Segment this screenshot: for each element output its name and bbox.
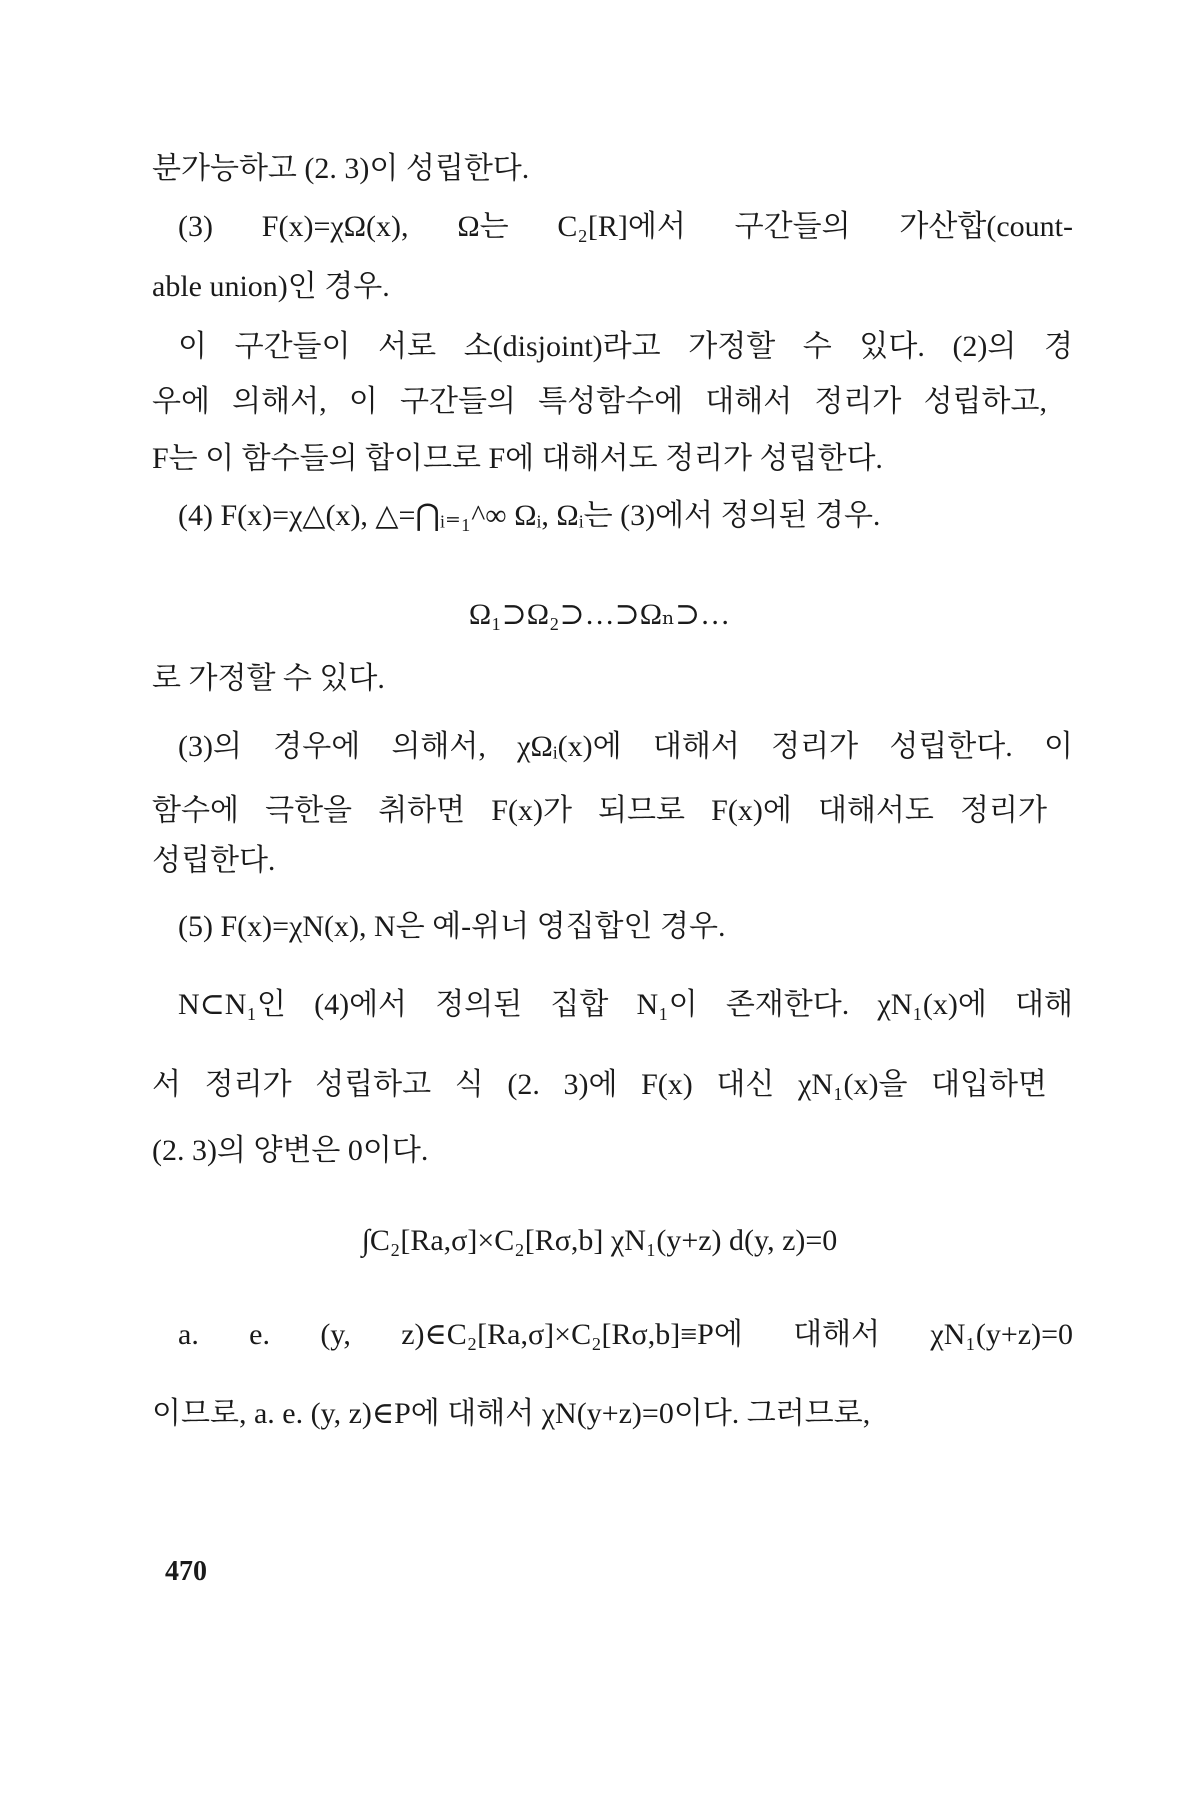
centered-formula-2: ∫C₂[Ra,σ]×C₂[Rσ,b] χN₁(y+z) d(y, z)=0 bbox=[361, 1224, 838, 1257]
text-line-17: 이므로, a. e. (y, z)∈P에 대해서 χN(y+z)=0이다. 그러므로, bbox=[152, 1397, 871, 1430]
text-line-8: 로 가정할 수 있다. bbox=[152, 662, 385, 695]
text-line-6: F는 이 함수들의 합이므로 F에 대해서도 정리가 성립한다. bbox=[152, 442, 883, 475]
text-line-13: N⊂N₁인 (4)에서 정의된 집합 N₁이 존재한다. χN₁(x)에 대해 bbox=[178, 988, 1073, 1021]
text-line-16: a. e. (y, z)∈C₂[Ra,σ]×C₂[Rσ,b]≡P에 대해서 χN₁(y+z)=0 bbox=[178, 1318, 1073, 1351]
text-line-2: (3) F(x)=χΩ(x), Ω는 C₂[R]에서 구간들의 가산합(count- bbox=[178, 210, 1073, 243]
text-line-1: 분가능하고 (2. 3)이 성립한다. bbox=[152, 152, 530, 185]
text-line-10: 함수에 극한을 취하면 F(x)가 되므로 F(x)에 대해서도 정리가 bbox=[152, 794, 1047, 827]
text-line-7: (4) F(x)=χ△(x), △=⋂ᵢ₌₁^∞ Ωᵢ, Ωᵢ는 (3)에서 정의된 경우. bbox=[178, 499, 881, 532]
text-line-3: able union)인 경우. bbox=[152, 270, 390, 303]
text-line-4: 이 구간들이 서로 소(disjoint)라고 가정할 수 있다. (2)의 경 bbox=[178, 330, 1073, 363]
centered-formula-1: Ω₁⊃Ω₂⊃…⊃Ωₙ⊃… bbox=[468, 598, 731, 631]
text-line-15: (2. 3)의 양변은 0이다. bbox=[152, 1134, 429, 1167]
text-line-5: 우에 의해서, 이 구간들의 특성함수에 대해서 정리가 성립하고, bbox=[152, 385, 1047, 418]
text-line-9: (3)의 경우에 의해서, χΩᵢ(x)에 대해서 정리가 성립한다. 이 bbox=[178, 730, 1073, 763]
text-line-11: 성립한다. bbox=[152, 844, 276, 877]
text-line-14: 서 정리가 성립하고 식 (2. 3)에 F(x) 대신 χN₁(x)을 대입하면 bbox=[152, 1068, 1047, 1101]
text-line-12: (5) F(x)=χN(x), N은 예-위너 영집합인 경우. bbox=[178, 910, 726, 943]
page-number: 470 bbox=[165, 1556, 207, 1587]
